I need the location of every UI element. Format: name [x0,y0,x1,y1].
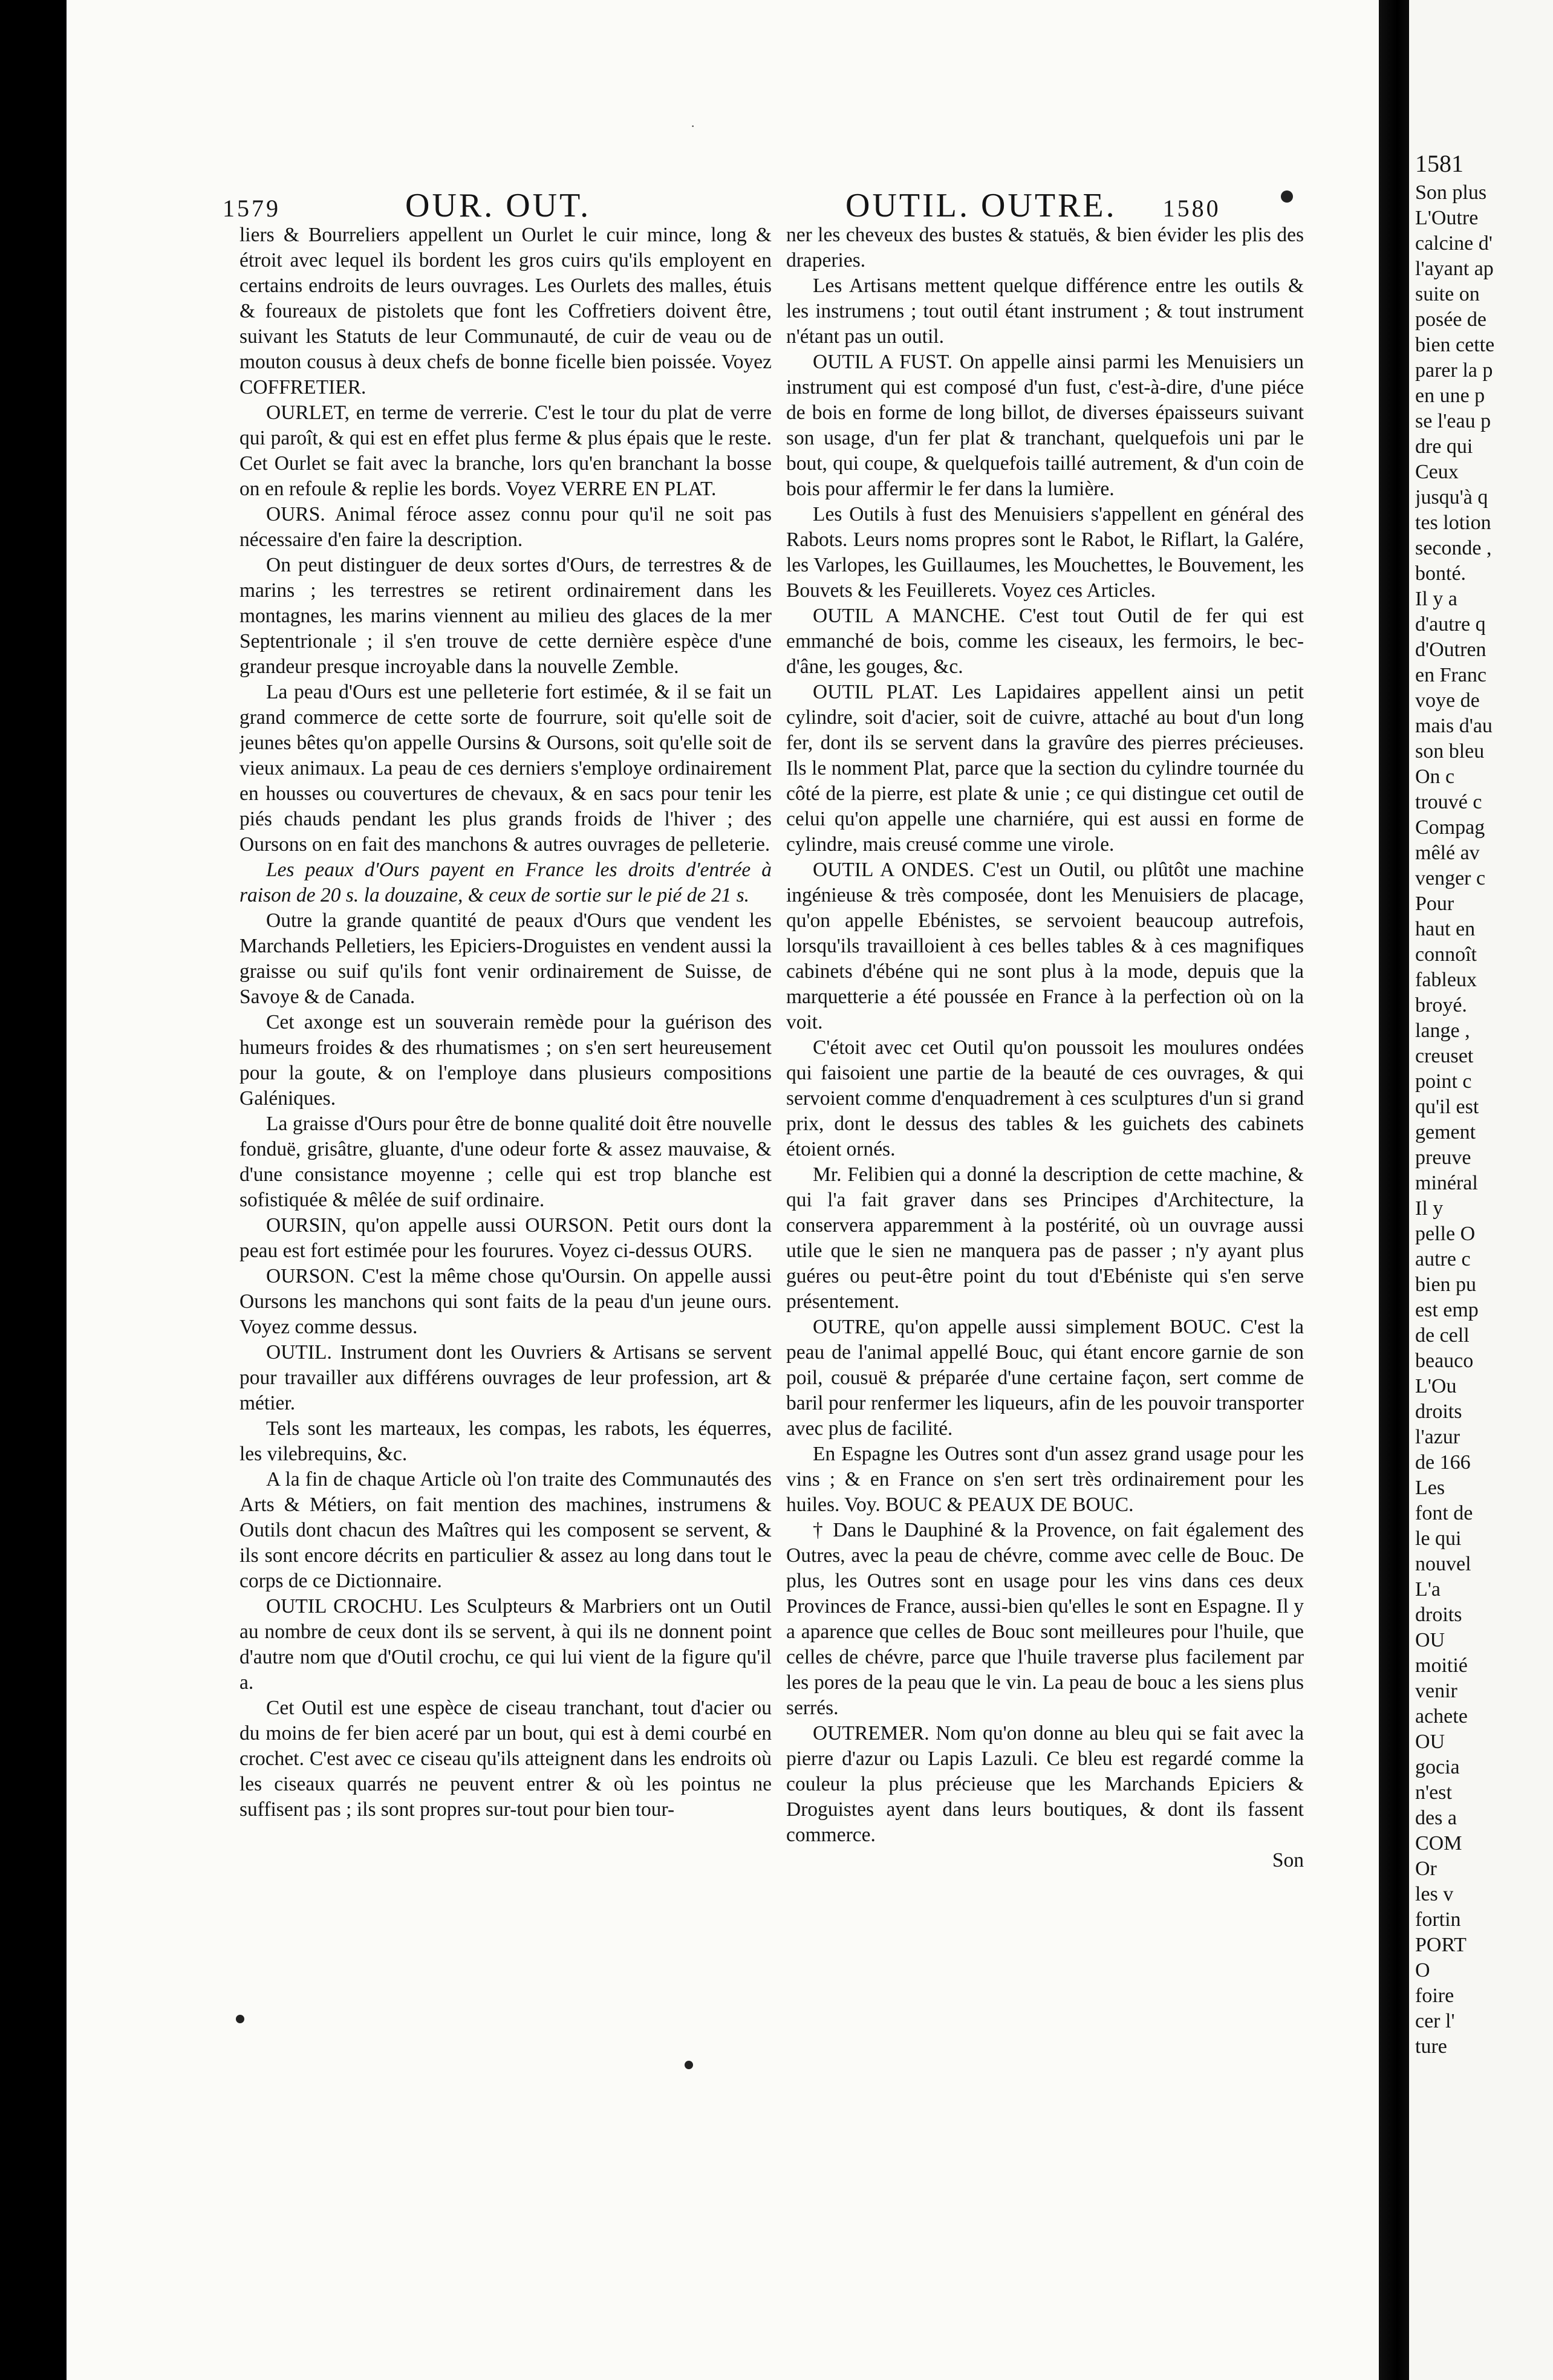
paragraph: Outre la grande quantité de peaux d'Ours que vendent les Marchands Pelletiers, les Epiciers-Droguistes en vendent aussi la graisse ou suif qu'ils font venir ordinairement de Suisse, de Savoye & de Canada. [239,909,772,1008]
page-number-right: 1580 [1162,195,1221,222]
next-page-line: nouvel [1415,1553,1471,1575]
next-page-line: n'est [1415,1781,1452,1804]
paragraph: A la fin de chaque Article où l'on traite des Communautés des Arts & Métiers, on fait mention des machines, instrumens & Outils dont chacun des Maîtres qui les composent se servent, & ils sont encore décrits en particulier & assez au long dans tout le corps de ce Dictionnaire. [239,1468,772,1592]
next-page-line: PORT [1415,1934,1467,1956]
next-page-line: pelle O [1415,1223,1476,1245]
next-page-line: Les [1415,1477,1445,1499]
paragraph: Cet Outil est une espèce de ciseau tranchant, tout d'acier ou du moins de fer bien aceré par un bout, qui est à demi courbé en crochet. C'est avec ce ciseau qu'ils atteignent dans les endroits où les ciseaux quarrés ne peuvent entrer & où les pointus ne suffisent pas ; ils sont propres sur-tout pour bien tour- [239,1697,772,1821]
next-page-line: autre c [1415,1248,1471,1270]
next-page-line: le qui [1415,1527,1462,1550]
next-page-line: broyé. [1415,994,1467,1016]
next-page-line: bonté. [1415,562,1467,585]
next-page-line: mais d'au [1415,715,1493,737]
next-page-line: de 166 [1415,1451,1471,1474]
next-page-line: Pour [1415,892,1454,915]
paragraph: Les Outils à fust des Menuisiers s'appellent en général des Rabots. Leurs noms propres sont le Rabot, le Riflart, la Galére, les Varlopes, les Guillaumes, les Mouchettes, le Bouvement, les Bouvets & les Feuillerets. Voyez ces Articles. [786,503,1304,602]
next-page-line: voye de [1415,689,1480,712]
next-page-lines [1415,180,1553,2060]
next-page-line: suite on [1415,283,1480,305]
ink-dot [1281,190,1293,203]
next-page-line: bien cette [1415,334,1495,356]
ink-dot [685,2061,693,2069]
paragraph: liers & Bourreliers appellent un Ourlet le cuir mince, long & étroit avec lequel ils bordent les gros cuirs qu'ils employent en certains endroits de leurs ouvrages. Les Ourlets des malles, étuis & foureaux de pistolets que font les Coffretiers doivent être, suivant les Statuts de leur Communauté, de cuir de veau ou de mouton cousus à deux chefs de bonne ficelle bien poissée. Voyez COFFRETIER. [239,224,772,398]
next-page-line: mêlé av [1415,842,1480,864]
paragraph: OURSIN, qu'on appelle aussi OURSON. Petit ours dont la peau est fort estimée pour les fourures. Voyez ci-dessus OURS. [239,1214,772,1262]
next-page-line: OU [1415,1629,1445,1651]
next-page-line: foire [1415,1985,1454,2007]
next-page-line: fortin [1415,1908,1461,1931]
next-page-line: gocia [1415,1756,1460,1778]
next-page-line: de cell [1415,1324,1470,1347]
next-page-line: trouvé c [1415,791,1482,813]
page-number-left: 1579 [223,195,281,222]
next-page-line: moitié [1415,1654,1468,1677]
paragraph: OUTRE, qu'on appelle aussi simplement BOUC. C'est la peau de l'animal appellé Bouc, qui étant encore garnie de son poil, cousuë & préparée d'une certaine façon, sert comme de baril pour renfermer les liqueurs, afin de les pouvoir transporter avec plus de facilité. [786,1316,1304,1440]
next-page-line: cer l' [1415,2010,1455,2032]
paragraph: La peau d'Ours est une pelleterie fort estimée, & il se fait un grand commerce de cette sorte de fourrure, soit qu'elle soit de jeunes bêtes qu'on appelle Oursins & Oursons, soit qu'elle soit de vieux animaux. La peau de ces derniers s'employe ordinairement en housses ou couvertures de chevaux, & en sacs pour tenir les piés chauds pendant les plus grands froids de l'hiver ; des Oursons on en fait des manchons & autres ouvrages de pelleterie. [239,681,772,856]
next-page-line: OU [1415,1731,1445,1753]
next-page-line: connoît [1415,943,1477,966]
paragraph: OUTIL A FUST. On appelle ainsi parmi les Menuisiers un instrument qui est composé d'un fust, c'est-à-dire, d'une piéce de bois en forme de long billot, de diverses épaisseurs suivant son usage, d'un fer plat & tranchant, quelquefois uni par le bout, qui coupe, & quelquefois taillé autrement, & d'un coin de bois pour affermir le fer dans la lumière. [786,351,1304,500]
paragraph: † Dans le Dauphiné & la Provence, on fait également des Outres, avec la peau de chévre, comme avec celle de Bouc. De plus, les Outres sont en usage pour les vins dans ces deux Provinces de France, aussi-bien qu'elles le sont en Espagne. Il y a aparence que celles de Bouc sont meilleures pour l'huile, que celles de chévre, parce que l'huile traverse plus facilement par les pores de la peau que le vin. La peau de bouc a les siens plus serrés. [786,1519,1304,1719]
paragraph: OUTIL CROCHU. Les Sculpteurs & Marbriers ont un Outil au nombre de ceux dont ils se servent, à qui ils ne donnent point d'autre nom que d'Outil crochu, ce qui lui vient de la figure qu'il a. [239,1595,772,1694]
next-page-line: lange , [1415,1019,1470,1042]
next-page-line: L'Outre [1415,207,1479,229]
paragraph: OURS. Animal féroce assez connu pour qu'il ne soit pas nécessaire d'en faire la description. [239,503,772,551]
next-page-line: d'Outren [1415,639,1486,661]
next-page-line: parer la p [1415,359,1493,382]
next-page-line: Il y [1415,1197,1444,1220]
next-page-line: preuve [1415,1146,1471,1169]
next-page-line: en une p [1415,385,1485,407]
next-page-line: les v [1415,1883,1454,1905]
next-page-line: seconde , [1415,537,1492,559]
next-page-line: L'a [1415,1578,1441,1601]
next-page-line: achete [1415,1705,1468,1728]
running-head-right: OUTIL. OUTRE. [845,187,1117,224]
book-gutter [1379,0,1409,2380]
next-page-line: creuset [1415,1045,1474,1067]
paragraph: OUTIL A ONDES. C'est un Outil, ou plûtôt une machine ingénieuse & très composée, dont les Menuisiers de placage, qu'on appelle Ebénistes, se servoient beaucoup autrefois, lorsqu'ils travailloient à ces belles tables & à ces magnifiques cabinets d'ébéne qui ne sont plus à la mode, depuis que la marquetterie a été poussée en France à la perfection où on la voit. [786,859,1304,1033]
next-page-line: font de [1415,1502,1473,1524]
next-page-line: Ceux [1415,461,1459,483]
paragraph: OUTREMER. Nom qu'on donne au bleu qui se fait avec la pierre d'azur ou Lapis Lazuli. Ce bleu est regardé comme la couleur la plus précieuse que les Marchands Epiciers & Droguistes ayent dans leurs boutiques, & dont ils fassent commerce. [786,1722,1304,1846]
next-page-line: beauco [1415,1350,1474,1372]
next-page-fragment [1415,151,1553,2060]
paragraph: Son [1272,1849,1304,1871]
next-page-line: Son plus [1415,181,1487,204]
next-page-line: venir [1415,1680,1457,1702]
paragraph: ner les cheveux des bustes & statuës, & bien évider les plis des draperies. [786,224,1304,271]
next-page-line: droits [1415,1400,1462,1423]
next-page-line: minéral [1415,1172,1478,1194]
paragraph: OURLET, en terme de verrerie. C'est le tour du plat de verre qui paroît, & qui est en effet plus ferme & plus épais que le reste. Cet Ourlet se fait avec la branche, lors qu'en branchant la bosse on en refoule & replie les bords. Voyez VERRE EN PLAT. [239,402,772,500]
next-page-line: dre qui [1415,435,1473,458]
paragraph: Mr. Felibien qui a donné la description de cette machine, & qui l'a fait graver dans ses Principes d'Architecture, la conservera apparemment à la postérité, où un ouvrage aussi utile que le sien ne manquera pas de passer ; n'y ayant plus guéres ou peut-être point du tout d'Ebénistе qui s'en serve présentement. [786,1163,1304,1313]
next-page-line: gement [1415,1121,1476,1143]
next-page-line: droits [1415,1604,1462,1626]
ink-dot [236,2015,244,2023]
next-page-line: calcine d' [1415,232,1493,255]
left-column-header [223,186,779,223]
next-page-line: est emp [1415,1299,1479,1321]
right-column-header [845,186,1305,223]
paragraph: OUTIL A MANCHE. C'est tout Outil de fer qui est emmanché de bois, comme les ciseaux, les fermoirs, le bec-d'âne, les gouges, &c. [786,605,1304,678]
paragraph: Les Artisans mettent quelque différence entre les outils & les instrumens ; tout outil étant instrument ; & tout instrument n'étant pas un outil. [786,275,1304,348]
next-page-line: l'azur [1415,1426,1460,1448]
next-page-line: d'autre q [1415,613,1486,636]
next-page-line: ture [1415,2035,1447,2058]
next-page-line: jusqu'à q [1415,486,1488,509]
next-page-line: haut en [1415,918,1476,940]
paragraph: On peut distinguer de deux sortes d'Ours, de terrestres & de marins ; les terrestres se retirent ordinairement dans les montagnes, les marins viennent au milieu des glaces de la mer Septentrionale ; il s'en trouve de cette dernière espèce d'une grandeur presque incroyable dans la nouvelle Zemble. [239,554,772,678]
next-page-line: point c [1415,1070,1472,1093]
next-page-line: qu'il est [1415,1096,1479,1118]
next-page-line: tes lotion [1415,512,1491,534]
paragraph: OUTIL PLAT. Les Lapidaires appellent ainsi un petit cylindre, soit d'acier, soit de cuivre, attaché au bout d'un long fer, dont ils se servent dans la gravûre des pierres précieuses. Ils le nomment Plat, parce que la section du cylindre tournée du côté de la pierre, est plate & unie ; ce qui distingue cet outil de celui qu'on appelle une charniére, qui est aussi en forme de cylindre, mais creusé comme une virole. [786,681,1304,856]
next-page-line: Il y a [1415,588,1457,610]
next-page-line: l'ayant ap [1415,258,1494,280]
next-page-line: des a [1415,1807,1457,1829]
next-page-line: COM [1415,1832,1462,1855]
stray-mark: · [691,119,695,134]
page-number-next: 1581 [1415,151,1463,177]
running-head-left: OUR. OUT. [405,187,591,224]
next-page-line: son bleu [1415,740,1485,762]
next-page-line: L'Ou [1415,1375,1457,1397]
next-page-line: Compag [1415,816,1485,839]
next-page-line: On c [1415,766,1455,788]
paragraph: OURSON. C'est la même chose qu'Oursin. On appelle aussi Oursons les manchons qui sont faits de la peau d'un jeune ours. Voyez comme dessus. [239,1265,772,1338]
next-page-line: se l'eau p [1415,410,1491,432]
text-column-left [239,223,772,2297]
next-page-line: en Franc [1415,664,1487,686]
paragraph: OUTIL. Instrument dont les Ouvriers & Artisans se servent pour travailler aux différens ouvrages de leur profession, art & métier. [239,1341,772,1414]
next-page-line: posée de [1415,308,1487,331]
next-page-line: venger c [1415,867,1486,889]
next-page-line: bien pu [1415,1273,1477,1296]
paragraph: Cet axonge est un souverain remède pour la guérison des humeurs froides & des rhumatismes ; on s'en sert heureusement pour la goute, & on l'employe dans plusieurs compositions Galéniques. [239,1011,772,1110]
paragraph: En Espagne les Outres sont d'un assez grand usage pour les vins ; & en France on s'en sert très ordinairement pour les huiles. Voy. BOUC & PEAUX DE BOUC. [786,1443,1304,1516]
paragraph: Tels sont les marteaux, les compas, les rabots, les équerres, les vilebrequins, &c. [239,1417,772,1465]
next-page-line: Or [1415,1858,1437,1880]
next-page-line: O [1415,1959,1430,1982]
paragraph: C'étoit avec cet Outil qu'on poussoit les moulures ondées qui faisoient une partie de la beauté de ces ouvrages, & qui servoient comme d'enquadrement à ces sculptures d'un si grand prix, dont le dessus des tables & les guichets des cabinets étoient ornés. [786,1036,1304,1160]
next-page-line: fableux [1415,969,1477,991]
paragraph: La graisse d'Ours pour être de bonne qualité doit être nouvelle fonduë, grisâtre, gluante, d'une odeur forte & assez mauvaise, & d'une consistance moyenne ; celle qui est trop blanche est sofistiquée & mêlée de suif ordinaire. [239,1113,772,1211]
text-column-right [786,223,1304,2297]
paragraph: Les peaux d'Ours payent en France les droits d'entrée à raison de 20 s. la douzaine, & ceux de sortie sur le pié de 21 s. [239,859,772,906]
